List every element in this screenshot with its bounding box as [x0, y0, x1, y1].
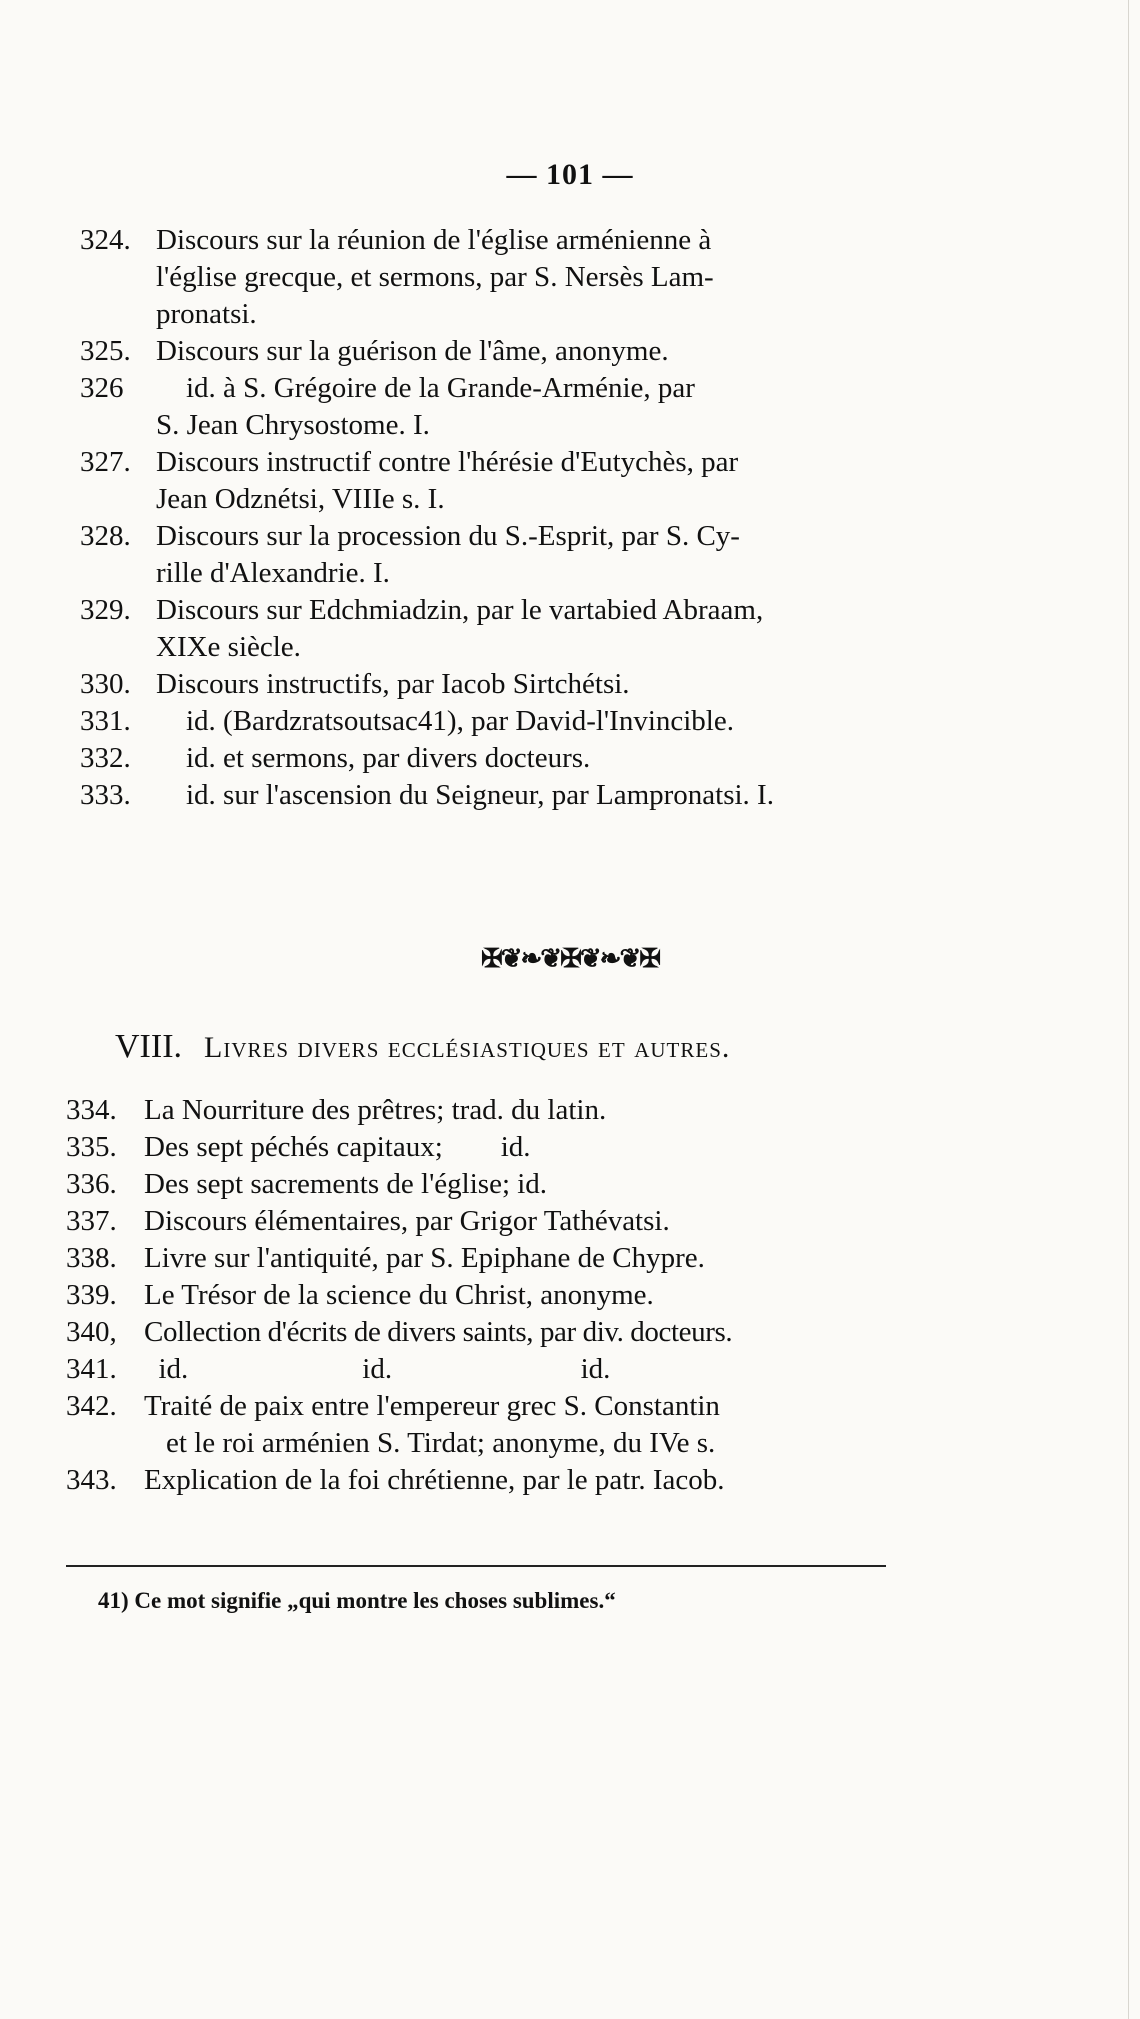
- entry-number: 330.: [80, 668, 131, 700]
- entry-327: [0, 444, 1140, 518]
- entry-number: 326: [80, 372, 124, 404]
- entry-text: Des sept sacrements de l'église; id.: [144, 1168, 548, 1200]
- entry-341: [0, 1351, 1140, 1388]
- entry-text: pronatsi.: [156, 298, 257, 330]
- entry-text: id. id. id.: [144, 1353, 611, 1385]
- entry-324: [0, 222, 1140, 333]
- entry-338: [0, 1240, 1140, 1277]
- entry-330: [0, 666, 1140, 703]
- entry-number: 324.: [80, 224, 131, 256]
- entry-number: 343.: [66, 1464, 117, 1496]
- entry-number: 337.: [66, 1205, 117, 1237]
- entry-number: 341.: [66, 1353, 117, 1385]
- entry-text: Discours sur la réunion de l'église arménienne à: [156, 224, 712, 256]
- entry-334: [0, 1092, 1140, 1129]
- entry-text: Discours sur Edchmiadzin, par le vartabied Abraam,: [156, 594, 764, 626]
- footnote-rule: [66, 1565, 886, 1567]
- entry-329: [0, 592, 1140, 666]
- entry-number: 340,: [66, 1316, 117, 1348]
- entry-333: [0, 777, 1140, 814]
- entry-328: [0, 518, 1140, 592]
- entry-340: [0, 1314, 1140, 1351]
- entry-text: Discours instructifs, par Iacob Sirtchétsi.: [156, 668, 630, 700]
- entry-text: La Nourriture des prêtres; trad. du latin.: [144, 1094, 607, 1126]
- section-title: Livres divers ecclésiastiques et autres.: [204, 1031, 731, 1064]
- section-heading: [115, 1028, 730, 1066]
- entry-text: et le roi arménien S. Tirdat; anonyme, du IVe s.: [166, 1427, 716, 1459]
- entry-336: [0, 1166, 1140, 1203]
- entries-section-viii: [0, 1092, 1140, 1499]
- entry-326: [0, 370, 1140, 444]
- entry-text: id. et sermons, par divers docteurs.: [186, 742, 591, 774]
- entry-number: 328.: [80, 520, 131, 552]
- entry-text: id. sur l'ascension du Seigneur, par Lampronatsi. I.: [186, 779, 774, 811]
- entry-number: 325.: [80, 335, 131, 367]
- entry-number: 339.: [66, 1279, 117, 1311]
- section-ornament: ✠❦❧❦✠❦❧❦✠: [480, 944, 660, 973]
- entry-text: Explication de la foi chrétienne, par le patr. Iacob.: [144, 1464, 725, 1496]
- entry-343: [0, 1462, 1140, 1499]
- entry-number: 336.: [66, 1168, 117, 1200]
- entry-number: 331.: [80, 705, 131, 737]
- page-number: — 101 —: [506, 158, 634, 191]
- entry-text: Des sept péchés capitaux; id.: [144, 1131, 531, 1163]
- entry-text: Le Trésor de la science du Christ, anonyme.: [144, 1279, 654, 1311]
- entry-text: Discours élémentaires, par Grigor Tathévatsi.: [144, 1205, 670, 1237]
- entry-339: [0, 1277, 1140, 1314]
- entry-number: 332.: [80, 742, 131, 774]
- entry-number: 335.: [66, 1131, 117, 1163]
- entry-number: 342.: [66, 1390, 117, 1422]
- entry-text: Livre sur l'antiquité, par S. Epiphane de Chypre.: [144, 1242, 705, 1274]
- entry-text: Discours sur la procession du S.-Esprit, par S. Cy-: [156, 520, 740, 552]
- entry-text: Discours sur la guérison de l'âme, anonyme.: [156, 335, 669, 367]
- entry-text: l'église grecque, et sermons, par S. Nersès Lam-: [156, 261, 714, 293]
- entry-text: Traité de paix entre l'empereur grec S. Constantin: [144, 1390, 720, 1422]
- footnote: 41) Ce mot signifie „qui montre les choses sublimes.“: [98, 1588, 616, 1613]
- entry-text: id. (Bardzratsoutsac41), par David-l'Invincible.: [186, 705, 734, 737]
- entry-number: 327.: [80, 446, 131, 478]
- entry-342: [0, 1388, 1140, 1462]
- entry-text: Discours instructif contre l'hérésie d'Eutychès, par: [156, 446, 739, 478]
- entry-number: 338.: [66, 1242, 117, 1274]
- entry-331: [0, 703, 1140, 740]
- entry-text: XIXe siècle.: [156, 631, 301, 663]
- entry-text: id. à S. Grégoire de la Grande-Arménie, par: [186, 372, 695, 404]
- entry-text: Collection d'écrits de divers saints, par div. docteurs.: [144, 1316, 733, 1348]
- entry-325: [0, 333, 1140, 370]
- entry-text: S. Jean Chrysostome. I.: [156, 409, 430, 441]
- entry-text: rille d'Alexandrie. I.: [156, 557, 390, 589]
- section-number: VIII.: [115, 1028, 183, 1065]
- entry-335: [0, 1129, 1140, 1166]
- entry-text: Jean Odznétsi, VIIIe s. I.: [156, 483, 445, 515]
- entry-number: 329.: [80, 594, 131, 626]
- entry-332: [0, 740, 1140, 777]
- entries-section-vii: [0, 222, 1140, 814]
- entry-337: [0, 1203, 1140, 1240]
- entry-number: 334.: [66, 1094, 117, 1126]
- entry-number: 333.: [80, 779, 131, 811]
